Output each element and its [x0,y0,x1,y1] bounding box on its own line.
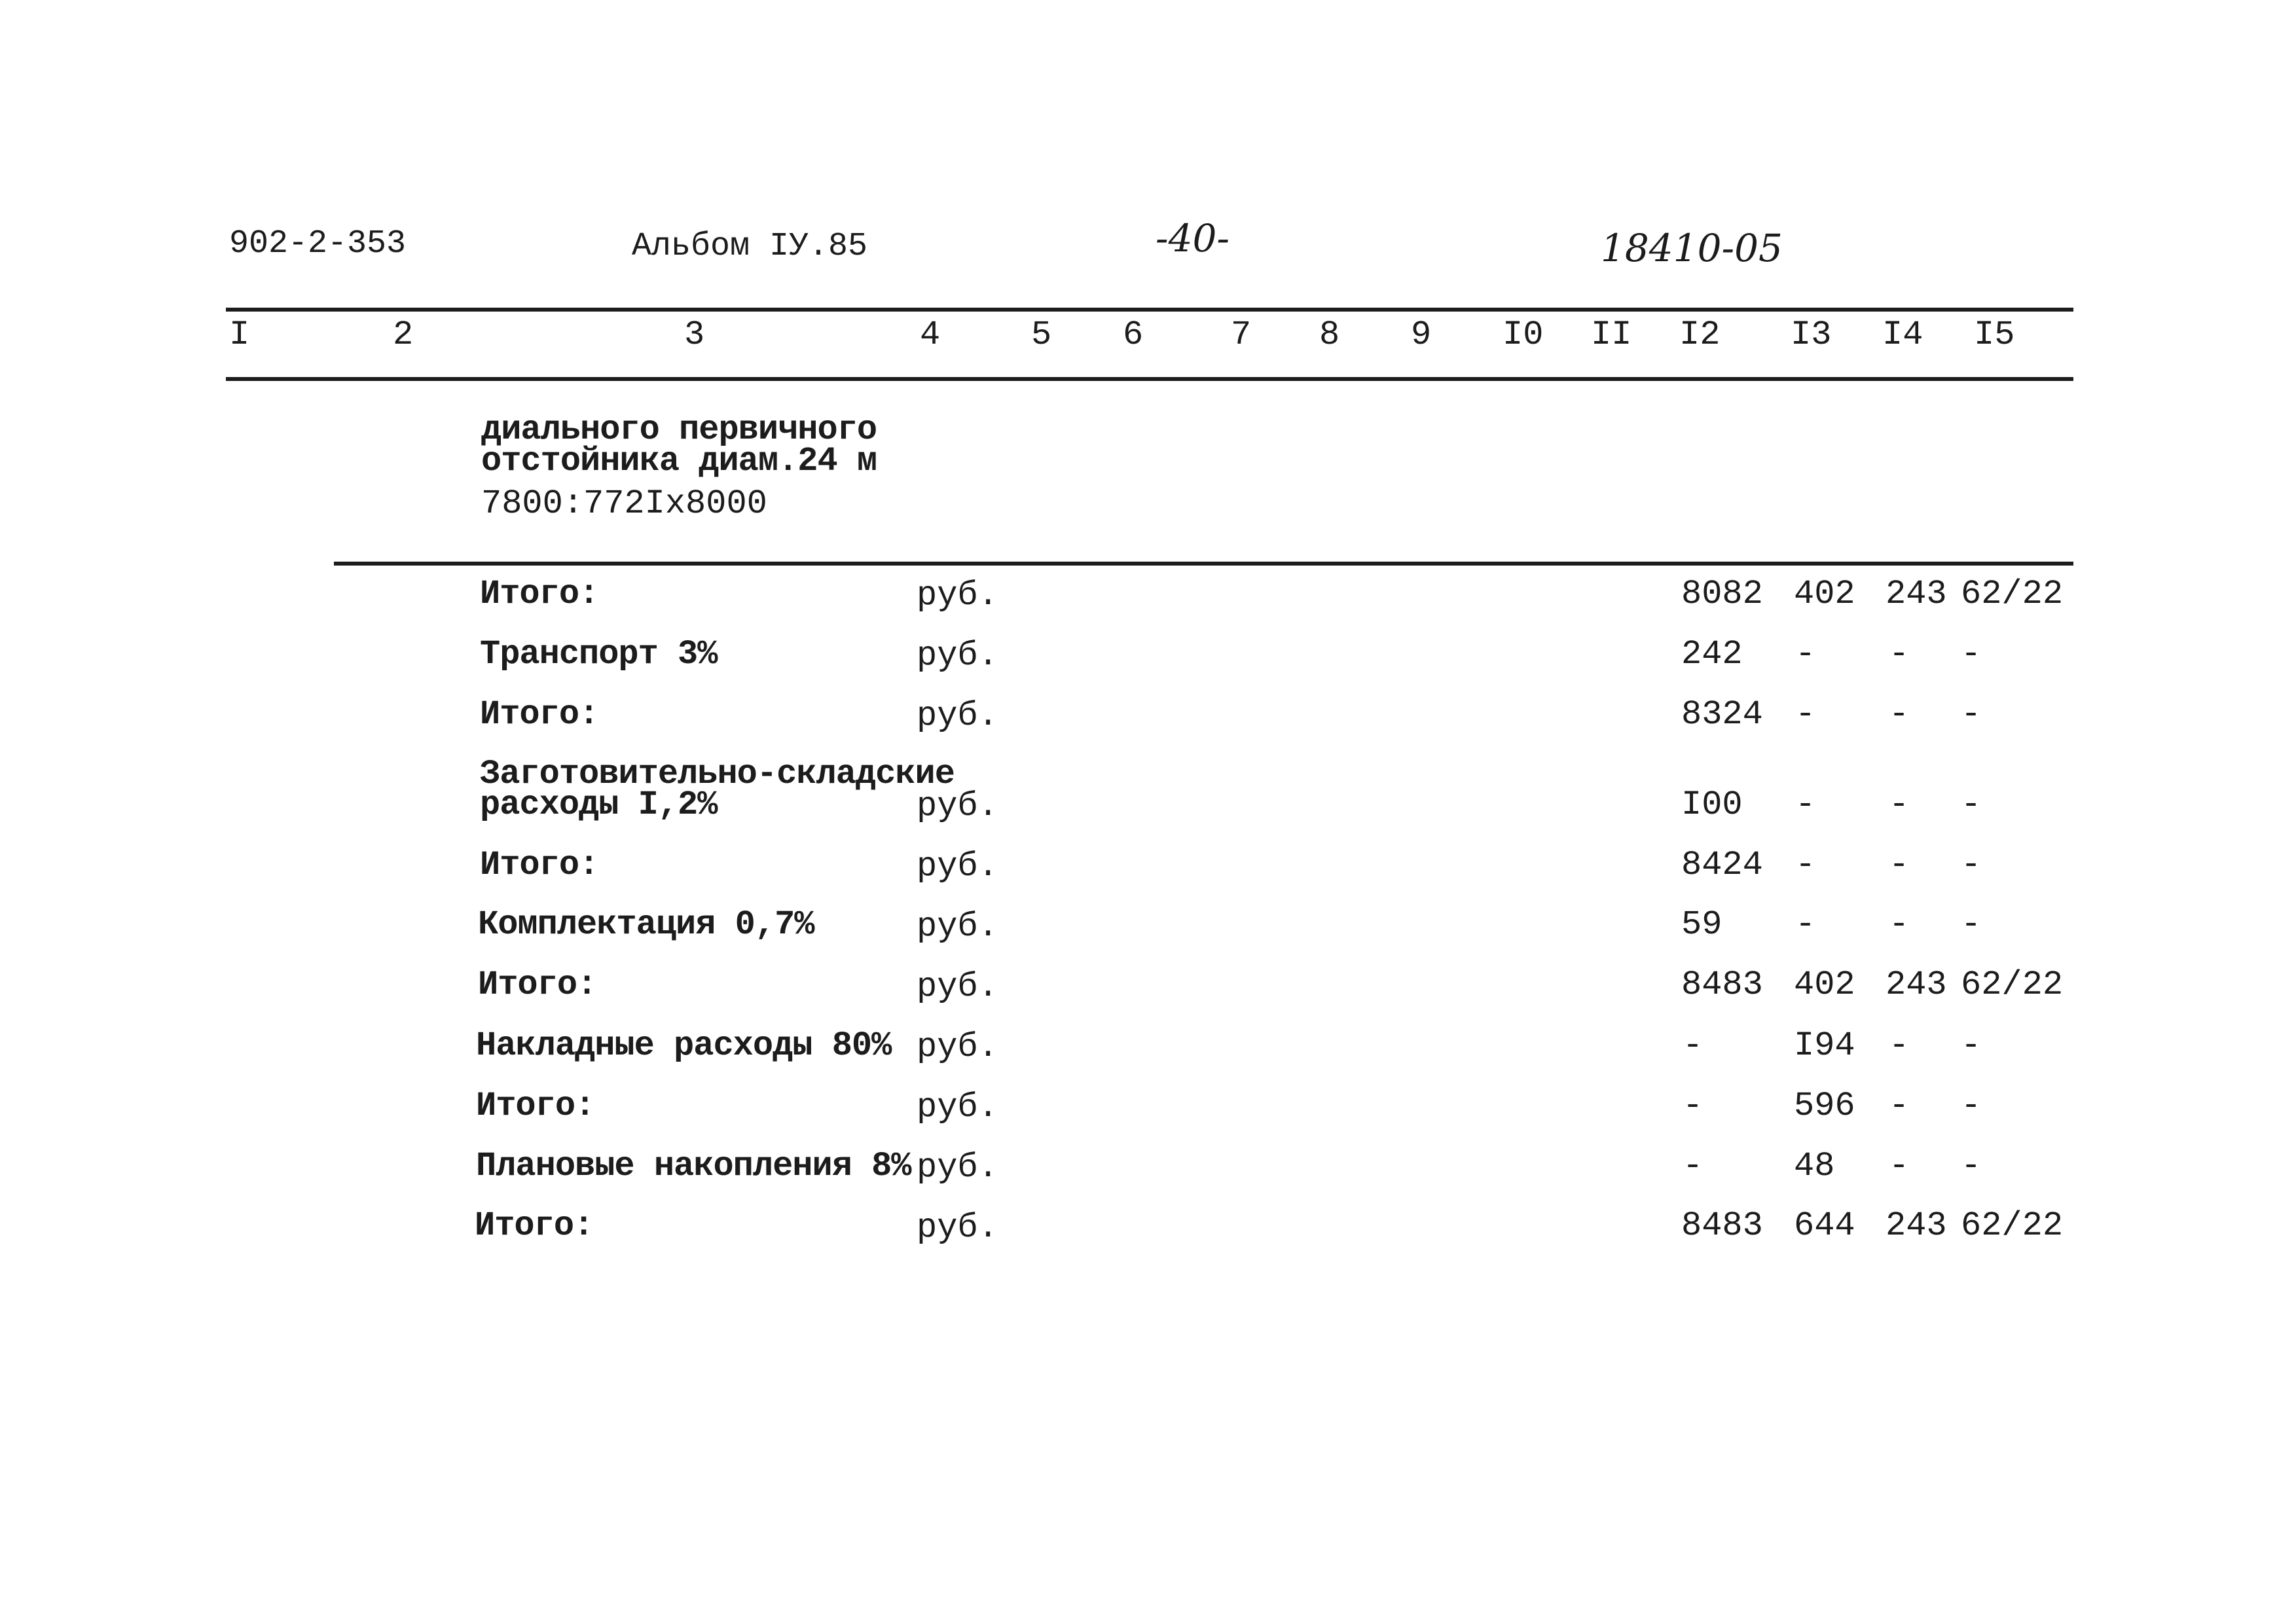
row-unit: руб. [917,967,998,1006]
row-unit: руб. [917,787,998,825]
row-label: Итого: [480,846,599,884]
cell-col12: - [1683,1087,1704,1125]
cell-col14: - [1889,905,1910,944]
cell-col13: - [1795,635,1816,674]
row-label: Комплектация 0,7% [478,905,814,944]
cell-col13: - [1795,695,1816,734]
cell-col15: - [1961,785,1982,824]
cell-col14: - [1889,635,1910,674]
column-number: I5 [1974,316,2015,354]
cell-col14: - [1889,1087,1910,1125]
column-number: 9 [1411,316,1432,354]
cell-col12: 59 [1681,905,1722,944]
document-code: 902-2-353 [229,225,407,262]
cell-col15: - [1961,695,1982,734]
row-label-line: Заготовительно-складские [480,755,955,793]
column-number: I3 [1791,316,1832,354]
row-unit: руб. [917,907,998,946]
cell-col14: - [1889,785,1910,824]
cell-col13: 596 [1794,1087,1855,1125]
row-label: Плановые накопления 8% [476,1147,911,1185]
cell-col12: 242 [1681,635,1743,674]
cell-col14: - [1889,1147,1910,1185]
cell-col12: I00 [1681,785,1743,824]
row-unit: руб. [917,576,998,615]
cell-col15: - [1961,635,1982,674]
row-label: Итого: [480,575,599,613]
row-label: Итого: [480,695,599,734]
cell-col14: 243 [1886,1206,1947,1245]
cell-col15: 62/22 [1961,965,2064,1004]
cell-col13: 402 [1794,575,1855,613]
row-unit: руб. [917,636,998,675]
row-unit: руб. [917,696,998,735]
column-number: I4 [1882,316,1923,354]
item-description-line: отстойника диам.24 м [481,442,877,480]
sheet-code: 18410-05 [1601,226,1783,270]
cell-col15: 62/22 [1961,575,2064,613]
header-top-rule [226,308,2073,312]
cell-col14: - [1889,1026,1910,1065]
cell-col13: - [1795,846,1816,884]
column-number: I0 [1503,316,1544,354]
cell-col15: - [1961,1087,1982,1125]
row-label: Итого: [476,1087,595,1125]
cell-col13: - [1795,785,1816,824]
column-number: 2 [393,316,414,354]
page-number: -40- [1156,216,1230,261]
cell-col12: 8483 [1681,965,1763,1004]
column-number: 3 [684,316,705,354]
cell-col13: 644 [1794,1206,1855,1245]
column-number: 8 [1319,316,1340,354]
album-label: Альбом IУ.85 [632,228,868,265]
cell-col14: 243 [1886,575,1947,613]
row-label: Накладные расходы 80% [476,1026,892,1065]
cell-col15: - [1961,905,1982,944]
row-unit: руб. [917,1208,998,1247]
section-rule [334,562,2073,566]
column-number: 4 [920,316,941,354]
column-number: II [1591,316,1632,354]
item-description-line: диального первичного [481,410,877,449]
cell-col15: - [1961,846,1982,884]
row-label: Транспорт 3% [480,635,718,674]
row-unit: руб. [917,1088,998,1127]
column-number: 5 [1031,316,1052,354]
row-label: Итого: [475,1206,594,1245]
column-number: 6 [1123,316,1144,354]
column-number: 7 [1231,316,1252,354]
cell-col13: 48 [1794,1147,1835,1185]
cell-col15: - [1961,1147,1982,1185]
cell-col13: - [1795,905,1816,944]
cell-col12: 8483 [1681,1206,1763,1245]
item-formula: 7800:772Iх8000 [481,484,767,523]
cell-col15: 62/22 [1961,1206,2064,1245]
column-number: I [229,316,250,354]
column-number: I2 [1679,316,1721,354]
cell-col12: 8082 [1681,575,1763,613]
cell-col12: 8324 [1681,695,1763,734]
cell-col12: - [1683,1147,1704,1185]
cell-col13: I94 [1794,1026,1855,1065]
row-unit: руб. [917,1028,998,1066]
cell-col12: - [1683,1026,1704,1065]
cell-col15: - [1961,1026,1982,1065]
cell-col14: 243 [1886,965,1947,1004]
header-bottom-rule [226,377,2073,381]
cell-col14: - [1889,846,1910,884]
row-unit: руб. [917,847,998,886]
cell-col13: 402 [1794,965,1855,1004]
row-unit: руб. [917,1148,998,1187]
cell-col12: 8424 [1681,846,1763,884]
row-label: Итого: [478,965,597,1004]
cell-col14: - [1889,695,1910,734]
row-label: расходы I,2% [480,785,718,824]
